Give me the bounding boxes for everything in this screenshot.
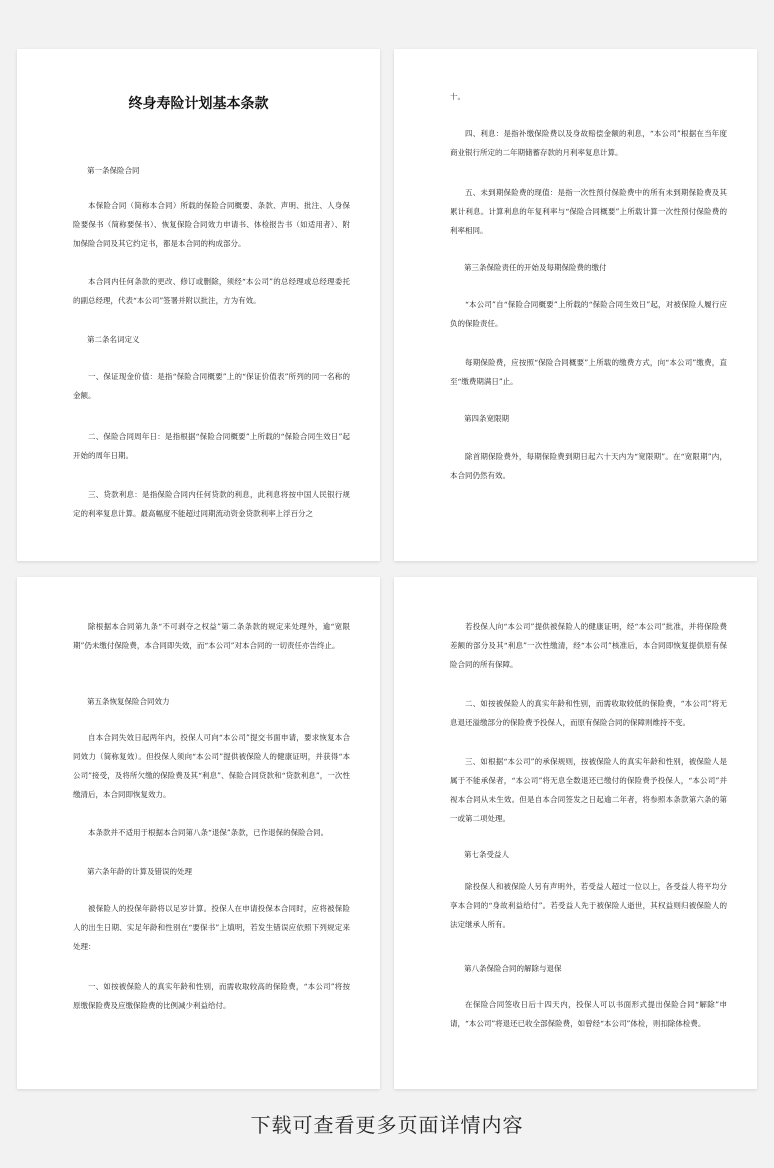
paragraph: 二、如按被保险人的真实年龄和性别，而需收取较低的保险费，“本公司”将无息退还溢缴部分的保险费予投保人，而原有保险合同的保障则维持不变。	[450, 699, 727, 727]
paragraph: 在保险合同签收日后十四天内，投保人可以书面形式提出保险合同“解除”申请，“本公司”将退还已收全部保险费，如曾经“本公司”体检，则扣除体检费。	[450, 1000, 727, 1028]
section-heading: 第二条名词定义	[87, 335, 140, 344]
document-page-2	[394, 49, 757, 561]
paragraph: “本公司”自“保险合同概要”上所载的“保险合同生效日”起，对被保险人履行应负的保险责任。	[450, 300, 727, 328]
document-page-1	[17, 49, 380, 561]
paragraph: 三、如根据“本公司”的承保规则，按被保险人的真实年龄和性别，被保险人是属于不能承保者，“本公司”将无息全数退还已缴付的保险费予投保人，“本公司”并视本合同从未生效。但是自本合同签发之日起逾二年者，将参照本条款第六条的第一或第二项处理。	[450, 757, 727, 823]
paragraph: 每期保险费，应按照“保险合同概要”上所载的缴费方式，向“本公司”缴费，直至“缴费期满日”止。	[450, 358, 727, 386]
document-page-3	[17, 577, 380, 1089]
paragraph: 五、未到期保险费的现值：是指一次性预付保险费中的所有未到期保险费及其累计利息。计算利息的年复利率与“保险合同概要”上所载计算一次性预付保险费的利率相同。	[450, 188, 727, 235]
paragraph: 除首期保险费外，每期保险费到期日起六十天内为“宽限期”。在“宽限期”内，本合同仍然有效。	[450, 452, 727, 480]
section-heading: 第七条受益人	[464, 850, 509, 859]
section-heading: 第四条宽限期	[464, 414, 509, 423]
paragraph: 被保险人的投保年龄将以足岁计算。投保人在申请投保本合同时，应将被保险人的出生日期、实足年龄和性别在“要保书”上填明，若发生错误应依照下列规定来处理：	[73, 904, 350, 951]
paragraph: 本条款并不适用于根据本合同第八条“退保”条款，已作退保的保险合同。	[88, 828, 329, 837]
watermark	[51, 351, 64, 373]
download-more-caption: 下载可查看更多页面详情内容	[250, 1113, 524, 1137]
paragraph: 一、保证现金价值：是指“保险合同概要”上的“保证价值表”所列的同一名称的金额。	[73, 372, 350, 400]
paragraph: 一、如按被保险人的真实年龄和性别，而需收取较高的保险费，“本公司”将按原缴保险费及应缴保险费的比例减少利益给付。	[73, 982, 350, 1010]
paragraph: 十。	[450, 92, 465, 101]
section-heading: 第三条保险责任的开始及每期保险费的缴付	[464, 263, 607, 272]
section-heading: 第八条保险合同的解除与退保	[464, 964, 562, 973]
paragraph: 二、保险合同周年日：是指根据“保险合同概要”上所载的“保险合同生效日”起开始的周年日期。	[73, 432, 350, 460]
section-heading: 第五条恢复保险合同效力	[87, 697, 170, 706]
paragraph: 本保险合同（简称本合同）所载的保险合同概要、条款、声明、批注、人身保险要保书（简称要保书）、恢复保险合同效力申请书、体检报告书（如适用者）、附加保险合同及其它约定书，都是本合同的构成部分。	[73, 201, 350, 248]
section-heading: 第六条年龄的计算及错误的处理	[87, 867, 192, 876]
document-title: 终身寿险计划基本条款	[128, 96, 269, 112]
document-page-4	[394, 577, 757, 1089]
section-heading: 第一条保险合同	[87, 166, 140, 175]
paragraph: 除根据本合同第九条“不可剥夺之权益”第二条条款的规定来处理外，逾“宽限期”仍未缴付保险费，本合同即失效，而“本公司”对本合同的一切责任亦告终止。	[73, 622, 350, 650]
paragraph: 四、利息：是指补缴保险费以及身故赔偿金额的利息，“本公司”根据在当年度商业银行所定的二年期储蓄存款的月利率复息计算。	[450, 129, 727, 157]
paragraph: 本合同内任何条款的更改、修订或删除，须经“本公司”的总经理或总经理委托的副总经理，代表“本公司”签署并附以批注，方为有效。	[73, 277, 350, 305]
paragraph: 三、贷款利息：是指保险合同内任何贷款的利息，此利息将按中国人民银行规定的利率复息计算。最高幅度不能超过同期流动资金贷款利率上浮百分之	[73, 490, 350, 518]
paragraph: 若投保人向“本公司”提供被保险人的健康证明，经“本公司”批准，并将保险费差额的部分及其“利息”一次性缴清，经“本公司”核准后，本合同即恢复提供原有保险合同的所有保障。	[450, 622, 727, 669]
paragraph: 自本合同失效日起两年内，投保人可向“本公司”提交书面申请，要求恢复本合同效力（简称复效）。但投保人须向“本公司”提供被保险人的健康证明，并获得“本公司”接受，及将所欠缴的保险费及其“利息”、保险合同贷款和“贷款利息”，一次性缴清后，本合同即恢复效力。	[73, 733, 350, 799]
paragraph: 除投保人和被保险人另有声明外，若受益人超过一位以上，各受益人将平均分享本合同的“身故利益给付”。若受益人先于被保险人逝世，其权益则归被保险人的法定继承人所有。	[450, 882, 727, 929]
